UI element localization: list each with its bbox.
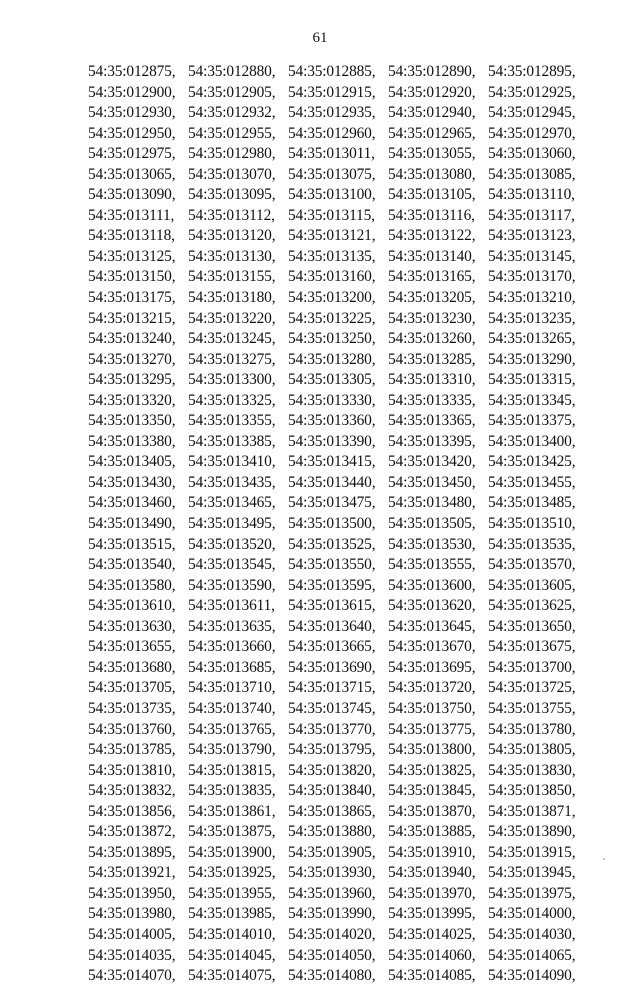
cadastral-number: 54:35:013300, — [188, 371, 276, 389]
cadastral-number: 54:35:014070, — [88, 967, 176, 985]
cadastral-number: 54:35:013630, — [88, 617, 176, 635]
cadastral-number: 54:35:013250, — [288, 330, 376, 348]
cadastral-number: 54:35:013775, — [388, 720, 476, 738]
cadastral-number: 54:35:013620, — [388, 597, 476, 615]
cadastral-number: 54:35:013665, — [288, 638, 376, 656]
cadastral-number: 54:35:013600, — [388, 576, 476, 594]
cadastral-number: 54:35:013055, — [388, 145, 476, 163]
cadastral-number: 54:35:013875, — [188, 823, 276, 841]
cadastral-number: 54:35:012885, — [288, 63, 376, 80]
cadastral-number: 54:35:012915, — [288, 83, 376, 101]
cadastral-number: 54:35:013825, — [388, 761, 476, 779]
cadastral-number: 54:35:013100, — [288, 186, 376, 204]
cadastral-number: 54:35:012880, — [188, 63, 276, 80]
cadastral-number: 54:35:013310, — [388, 371, 476, 389]
cadastral-number: 54:35:013105, — [388, 186, 476, 204]
cadastral-number: 54:35:013990, — [288, 905, 376, 923]
cadastral-number: 54:35:013810, — [88, 761, 176, 779]
cadastral-number: 54:35:013230, — [388, 309, 476, 327]
cadastral-number: 54:35:012950, — [88, 124, 176, 142]
cadastral-number: 54:35:013130, — [188, 247, 276, 265]
cadastral-number: 54:35:012875, — [88, 63, 176, 80]
cadastral-number: 54:35:013070, — [188, 165, 276, 183]
cadastral-number: 54:35:013625, — [488, 597, 576, 615]
cadastral-number: 54:35:012980, — [188, 145, 276, 163]
cadastral-number: 54:35:013490, — [88, 515, 176, 533]
cadastral-number: 54:35:013240, — [88, 330, 176, 348]
cadastral-number: 54:35:013400, — [488, 432, 576, 450]
cadastral-number: 54:35:014020, — [288, 925, 376, 943]
cadastral-number: 54:35:013880, — [288, 823, 376, 841]
cadastral-number: 54:35:013095, — [188, 186, 276, 204]
cadastral-number: 54:35:013235, — [488, 309, 576, 327]
cadastral-number: 54:35:013111, — [88, 206, 175, 224]
cadastral-number: 54:35:013475, — [288, 494, 376, 512]
cadastral-number: 54:35:013275, — [188, 350, 276, 368]
cadastral-number: 54:35:013075, — [288, 165, 376, 183]
cadastral-number: 54:35:013871, — [488, 802, 576, 820]
cadastral-number: 54:35:013715, — [288, 679, 376, 697]
cadastral-number: 54:35:013495, — [188, 515, 276, 533]
cadastral-number: 54:35:013780, — [488, 720, 576, 738]
cadastral-number: 54:35:014035, — [88, 946, 176, 964]
cadastral-number: 54:35:013550, — [288, 556, 376, 574]
cadastral-number: 54:35:013145, — [488, 247, 576, 265]
cadastral-number: 54:35:013305, — [288, 371, 376, 389]
cadastral-number: 54:35:012955, — [188, 124, 276, 142]
cadastral-number: 54:35:013112, — [188, 206, 275, 224]
cadastral-number: 54:35:013175, — [88, 289, 176, 307]
cadastral-number: 54:35:013610, — [88, 597, 176, 615]
cadastral-number: 54:35:013765, — [188, 720, 276, 738]
cadastral-number: 54:35:013155, — [188, 268, 276, 286]
cadastral-number: 54:35:013700, — [488, 658, 576, 676]
cadastral-number: 54:35:012940, — [388, 104, 476, 122]
cadastral-number: 54:35:013460, — [88, 494, 176, 512]
cadastral-number: 54:35:013921, — [88, 864, 176, 882]
cadastral-number: 54:35:012905, — [188, 83, 276, 101]
cadastral-number: 54:35:013830, — [488, 761, 576, 779]
cadastral-number: 54:35:013856, — [88, 802, 176, 820]
cadastral-number: 54:35:014080, — [288, 967, 376, 985]
cadastral-number: 54:35:013785, — [88, 741, 176, 759]
cadastral-number: 54:35:013480, — [388, 494, 476, 512]
cadastral-number: 54:35:014050, — [288, 946, 376, 964]
cadastral-number-grid — [88, 62, 590, 987]
cadastral-number: 54:35:013705, — [88, 679, 176, 697]
cadastral-number: 54:35:013210, — [488, 289, 576, 307]
cadastral-number: 54:35:014025, — [388, 925, 476, 943]
cadastral-number: 54:35:013872, — [88, 823, 176, 841]
cadastral-number: 54:35:013355, — [188, 412, 276, 430]
cadastral-number: 54:35:013090, — [88, 186, 176, 204]
cadastral-number: 54:35:013795, — [288, 741, 376, 759]
cadastral-number: 54:35:013320, — [88, 391, 176, 409]
cadastral-number: 54:35:013535, — [488, 535, 576, 553]
cadastral-number: 54:35:013915, — [488, 843, 576, 861]
cadastral-number: 54:35:013200, — [288, 289, 376, 307]
cadastral-number: 54:35:013590, — [188, 576, 276, 594]
cadastral-number: 54:35:012932, — [188, 104, 276, 122]
cadastral-number: 54:35:013515, — [88, 535, 176, 553]
cadastral-number: 54:35:013121, — [288, 227, 376, 245]
cadastral-number: 54:35:013975, — [488, 884, 576, 902]
cadastral-number: 54:35:013645, — [388, 617, 476, 635]
cadastral-number: 54:35:013225, — [288, 309, 376, 327]
cadastral-number: 54:35:014090, — [488, 967, 576, 985]
cadastral-number: 54:35:012935, — [288, 104, 376, 122]
cadastral-number: 54:35:013960, — [288, 884, 376, 902]
cadastral-number: 54:35:013850, — [488, 782, 576, 800]
cadastral-number: 54:35:013710, — [188, 679, 276, 697]
cadastral-number: 54:35:013122, — [388, 227, 476, 245]
cadastral-number: 54:35:013380, — [88, 432, 176, 450]
cadastral-number: 54:35:014065, — [488, 946, 576, 964]
cadastral-number: 54:35:013865, — [288, 802, 376, 820]
cadastral-number: 54:35:013285, — [388, 350, 476, 368]
cadastral-number: 54:35:013215, — [88, 309, 176, 327]
cadastral-number: 54:35:013835, — [188, 782, 276, 800]
cadastral-number: 54:35:013805, — [488, 741, 576, 759]
cadastral-number: 54:35:013870, — [388, 802, 476, 820]
cadastral-number: 54:35:013840, — [288, 782, 376, 800]
cadastral-number: 54:35:012965, — [388, 124, 476, 142]
cadastral-number: 54:35:013435, — [188, 473, 276, 491]
cadastral-number: 54:35:013455, — [488, 473, 576, 491]
cadastral-number: 54:35:013165, — [388, 268, 476, 286]
cadastral-number: 54:35:013505, — [388, 515, 476, 533]
cadastral-number: 54:35:013150, — [88, 268, 176, 286]
cadastral-number: 54:35:013125, — [88, 247, 176, 265]
cadastral-number: 54:35:013011, — [288, 145, 375, 163]
cadastral-number: 54:35:013120, — [188, 227, 276, 245]
cadastral-number: 54:35:013085, — [488, 165, 576, 183]
cadastral-number: 54:35:013930, — [288, 864, 376, 882]
cadastral-number: 54:35:013900, — [188, 843, 276, 861]
cadastral-number: 54:35:013790, — [188, 741, 276, 759]
cadastral-number: 54:35:013530, — [388, 535, 476, 553]
cadastral-number: 54:35:013750, — [388, 699, 476, 717]
cadastral-number: 54:35:013345, — [488, 391, 576, 409]
cadastral-number: 54:35:013123, — [488, 227, 576, 245]
cadastral-number: 54:35:013685, — [188, 658, 276, 676]
cadastral-number: 54:35:013735, — [88, 699, 176, 717]
cadastral-number: 54:35:013770, — [288, 720, 376, 738]
cadastral-number: 54:35:013985, — [188, 905, 276, 923]
cadastral-number: 54:35:013280, — [288, 350, 376, 368]
cadastral-number: 54:35:013160, — [288, 268, 376, 286]
cadastral-number: 54:35:013140, — [388, 247, 476, 265]
cadastral-number: 54:35:014060, — [388, 946, 476, 964]
cadastral-number: 54:35:013580, — [88, 576, 176, 594]
cadastral-number: 54:35:013245, — [188, 330, 276, 348]
cadastral-number: 54:35:013117, — [488, 206, 575, 224]
cadastral-number: 54:35:013745, — [288, 699, 376, 717]
cadastral-number: 54:35:013570, — [488, 556, 576, 574]
cadastral-number: 54:35:014030, — [488, 925, 576, 943]
cadastral-number: 54:35:013650, — [488, 617, 576, 635]
cadastral-number: 54:35:013980, — [88, 905, 176, 923]
cadastral-number: 54:35:014075, — [188, 967, 276, 985]
cadastral-number: 54:35:013510, — [488, 515, 576, 533]
cadastral-number: 54:35:012970, — [488, 124, 576, 142]
cadastral-number: 54:35:012925, — [488, 83, 576, 101]
cadastral-number: 54:35:013520, — [188, 535, 276, 553]
cadastral-number: 54:35:013485, — [488, 494, 576, 512]
cadastral-number: 54:35:013890, — [488, 823, 576, 841]
cadastral-number: 54:35:013605, — [488, 576, 576, 594]
cadastral-number: 54:35:013815, — [188, 761, 276, 779]
cadastral-number: 54:35:013115, — [288, 206, 375, 224]
cadastral-number: 54:35:013525, — [288, 535, 376, 553]
cadastral-number: 54:35:013950, — [88, 884, 176, 902]
cadastral-number: 54:35:013655, — [88, 638, 176, 656]
cadastral-number: 54:35:013500, — [288, 515, 376, 533]
cadastral-number: 54:35:013905, — [288, 843, 376, 861]
cadastral-number: 54:35:013660, — [188, 638, 276, 656]
cadastral-number: 54:35:013545, — [188, 556, 276, 574]
cadastral-number: 54:35:013595, — [288, 576, 376, 594]
cadastral-number: 54:35:013405, — [88, 453, 176, 471]
cadastral-number: 54:35:013910, — [388, 843, 476, 861]
cadastral-number: 54:35:013415, — [288, 453, 376, 471]
cadastral-number: 54:35:013845, — [388, 782, 476, 800]
cadastral-number: 54:35:013375, — [488, 412, 576, 430]
cadastral-number: 54:35:013220, — [188, 309, 276, 327]
cadastral-number: 54:35:013675, — [488, 638, 576, 656]
cadastral-number: 54:35:013755, — [488, 699, 576, 717]
cadastral-number: 54:35:013080, — [388, 165, 476, 183]
cadastral-number: 54:35:013135, — [288, 247, 376, 265]
cadastral-number: 54:35:013410, — [188, 453, 276, 471]
cadastral-number: 54:35:013325, — [188, 391, 276, 409]
cadastral-number: 54:35:013555, — [388, 556, 476, 574]
cadastral-number: 54:35:013640, — [288, 617, 376, 635]
cadastral-number: 54:35:013540, — [88, 556, 176, 574]
cadastral-number: 54:35:013430, — [88, 473, 176, 491]
cadastral-number: 54:35:013800, — [388, 741, 476, 759]
cadastral-number: 54:35:013995, — [388, 905, 476, 923]
cadastral-number: 54:35:013611, — [188, 597, 275, 615]
cadastral-number: 54:35:013315, — [488, 371, 576, 389]
cadastral-number: 54:35:013420, — [388, 453, 476, 471]
cadastral-number: 54:35:013065, — [88, 165, 176, 183]
cadastral-number: 54:35:013205, — [388, 289, 476, 307]
cadastral-number: 54:35:013295, — [88, 371, 176, 389]
cadastral-number: 54:35:013390, — [288, 432, 376, 450]
cadastral-number: 54:35:013832, — [88, 782, 176, 800]
cadastral-number: 54:35:012930, — [88, 104, 176, 122]
cadastral-number: 54:35:013720, — [388, 679, 476, 697]
cadastral-number: 54:35:013955, — [188, 884, 276, 902]
scan-speck — [603, 858, 605, 860]
cadastral-number: 54:35:013060, — [488, 145, 576, 163]
cadastral-number: 54:35:013425, — [488, 453, 576, 471]
cadastral-number: 54:35:014085, — [388, 967, 476, 985]
page-number: 61 — [312, 30, 328, 46]
cadastral-number: 54:35:013690, — [288, 658, 376, 676]
cadastral-number: 54:35:013440, — [288, 473, 376, 491]
cadastral-number: 54:35:014010, — [188, 925, 276, 943]
cadastral-number: 54:35:013335, — [388, 391, 476, 409]
cadastral-number: 54:35:013615, — [288, 597, 376, 615]
cadastral-number: 54:35:013270, — [88, 350, 176, 368]
cadastral-number: 54:35:013940, — [388, 864, 476, 882]
cadastral-number: 54:35:013265, — [488, 330, 576, 348]
cadastral-number: 54:35:013725, — [488, 679, 576, 697]
cadastral-number: 54:35:012920, — [388, 83, 476, 101]
cadastral-number: 54:35:013680, — [88, 658, 176, 676]
cadastral-number: 54:35:013885, — [388, 823, 476, 841]
cadastral-number: 54:35:013395, — [388, 432, 476, 450]
cadastral-number: 54:35:012890, — [388, 63, 476, 80]
cadastral-number: 54:35:013260, — [388, 330, 476, 348]
cadastral-number: 54:35:013695, — [388, 658, 476, 676]
cadastral-number: 54:35:013118, — [88, 227, 175, 245]
cadastral-number: 54:35:013365, — [388, 412, 476, 430]
cadastral-number: 54:35:013330, — [288, 391, 376, 409]
cadastral-number: 54:35:012900, — [88, 83, 176, 101]
cadastral-number: 54:35:013760, — [88, 720, 176, 738]
cadastral-number: 54:35:014045, — [188, 946, 276, 964]
cadastral-number: 54:35:013945, — [488, 864, 576, 882]
cadastral-number: 54:35:013861, — [188, 802, 276, 820]
cadastral-number: 54:35:014000, — [488, 905, 576, 923]
cadastral-number: 54:35:013465, — [188, 494, 276, 512]
cadastral-number: 54:35:013820, — [288, 761, 376, 779]
cadastral-number: 54:35:013116, — [388, 206, 475, 224]
cadastral-number: 54:35:013670, — [388, 638, 476, 656]
cadastral-number: 54:35:013635, — [188, 617, 276, 635]
cadastral-number: 54:35:012895, — [488, 63, 576, 80]
cadastral-number: 54:35:013170, — [488, 268, 576, 286]
cadastral-number: 54:35:013290, — [488, 350, 576, 368]
cadastral-number: 54:35:013180, — [188, 289, 276, 307]
cadastral-number: 54:35:013360, — [288, 412, 376, 430]
cadastral-number: 54:35:012960, — [288, 124, 376, 142]
cadastral-number: 54:35:012975, — [88, 145, 176, 163]
cadastral-number: 54:35:013110, — [488, 186, 575, 204]
cadastral-number: 54:35:013895, — [88, 843, 176, 861]
cadastral-number: 54:35:014005, — [88, 925, 176, 943]
cadastral-number: 54:35:013450, — [388, 473, 476, 491]
cadastral-number: 54:35:013350, — [88, 412, 176, 430]
cadastral-number: 54:35:013925, — [188, 864, 276, 882]
cadastral-number: 54:35:013970, — [388, 884, 476, 902]
cadastral-number: 54:35:013740, — [188, 699, 276, 717]
cadastral-number: 54:35:012945, — [488, 104, 576, 122]
cadastral-number: 54:35:013385, — [188, 432, 276, 450]
